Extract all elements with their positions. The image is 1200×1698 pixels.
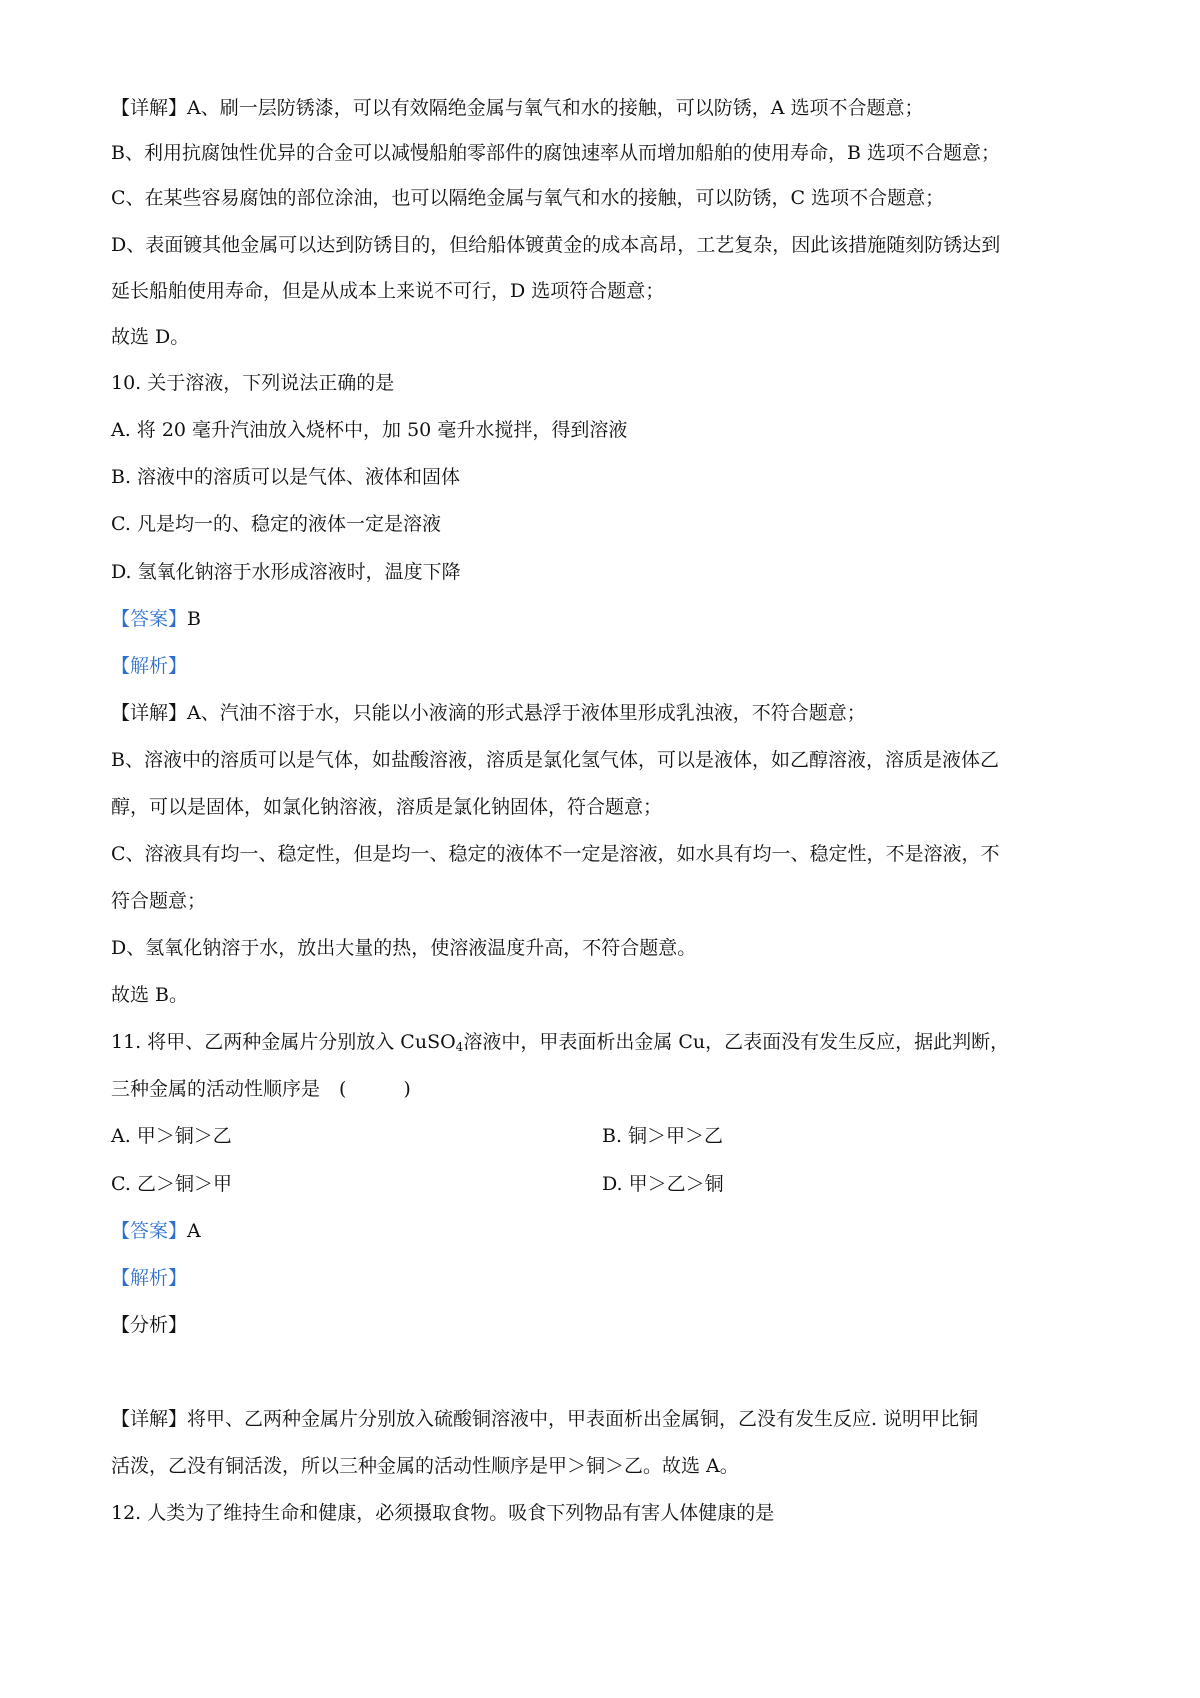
q10-detail-line-5: 符合题意；: [111, 890, 207, 912]
answer-value: B: [187, 608, 201, 630]
q10-answer: [111, 607, 201, 631]
q9-detail-line-1: [111, 96, 924, 120]
q11-analysis-tag: 【解析】: [111, 1267, 188, 1289]
q11-stem-line-2: 三种金属的活动性顺序是 ( ): [111, 1078, 411, 1100]
answer-tag: 【答案】: [111, 608, 188, 630]
q11-stem-part-2: 溶液中，甲表面析出金属 Cu，乙表面没有发生反应，据此判断，: [463, 1031, 1010, 1053]
q9-detail-line-4: D、表面镀其他金属可以达到防锈目的，但给船体镀黄金的成本高昂，工艺复杂，因此该措施随刻防锈达到: [111, 234, 1001, 256]
q10-detail-line-3: 醇，可以是固体，如氯化钠溶液，溶质是氯化钠固体，符合题意；: [111, 796, 663, 818]
q11-option-d: D. 甲＞乙＞铜: [602, 1173, 724, 1195]
q11-stem-part-1: 11. 将甲、乙两种金属片分别放入 CuSO: [111, 1031, 456, 1053]
q11-fenxi-tag: 【分析】: [111, 1314, 188, 1336]
q11-stem-subscript: 4: [455, 1040, 464, 1054]
q11-answer: [111, 1219, 201, 1243]
q12-stem: 12. 人类为了维持生命和健康，必须摄取食物。吸食下列物品有害人体健康的是: [111, 1502, 775, 1524]
answer-tag: 【答案】: [111, 1220, 188, 1242]
q10-option-b: B. 溶液中的溶质可以是气体、液体和固体: [111, 466, 461, 488]
q10-detail-line-1: [111, 701, 866, 725]
q9-detail-line-3: C、在某些容易腐蚀的部位涂油，也可以隔绝金属与氧气和水的接触，可以防锈，C 选项不合题意；: [111, 187, 945, 209]
q11-detail-line-1: [111, 1407, 978, 1431]
q10-option-d: D. 氢氧化钠溶于水形成溶液时，温度下降: [111, 561, 461, 583]
q9-detail-line-2: B、利用抗腐蚀性优异的合金可以减慢船舶零部件的腐蚀速率从而增加船舶的使用寿命，B 选项不合题意；: [111, 142, 1000, 164]
detail-tag: 【详解】: [111, 1408, 188, 1430]
q11-option-c: C. 乙＞铜＞甲: [111, 1173, 232, 1195]
q10-detail-text-1: A、汽油不溶于水，只能以小液滴的形式悬浮于液体里形成乳浊液，不符合题意；: [187, 702, 866, 724]
detail-tag: 【详解】: [111, 97, 188, 119]
q10-option-c: C. 凡是均一的、稳定的液体一定是溶液: [111, 513, 441, 535]
q9-detail-line-5: 延长船舶使用寿命，但是从成本上来说不可行，D 选项符合题意；: [111, 280, 665, 302]
q10-conclusion: 故选 B。: [111, 984, 189, 1006]
q9-detail-text-1: A、刷一层防锈漆，可以有效隔绝金属与氧气和水的接触，可以防锈，A 选项不合题意；: [187, 97, 924, 119]
q11-detail-line-2: 活泼，乙没有铜活泼，所以三种金属的活动性顺序是甲＞铜＞乙。故选 A。: [111, 1455, 739, 1477]
q10-stem: 10. 关于溶液，下列说法正确的是: [111, 372, 395, 394]
answer-value: A: [187, 1220, 201, 1242]
q10-detail-line-2: B、溶液中的溶质可以是气体，如盐酸溶液，溶质是氯化氢气体，可以是液体，如乙醇溶液，溶质是液体乙: [111, 749, 999, 771]
q11-stem-line-1: [111, 1030, 1009, 1054]
q10-detail-line-4: C、溶液具有均一、稳定性，但是均一、稳定的液体不一定是溶液，如水具有均一、稳定性，不是溶液，不: [111, 843, 1000, 865]
q9-conclusion: 故选 D。: [111, 326, 190, 348]
q10-detail-line-6: D、氢氧化钠溶于水，放出大量的热，使溶液温度升高，不符合题意。: [111, 937, 697, 959]
q11-detail-text-1: 将甲、乙两种金属片分别放入硫酸铜溶液中，甲表面析出金属铜，乙没有发生反应. 说明甲比铜: [187, 1408, 979, 1430]
q11-option-b: B. 铜＞甲＞乙: [602, 1125, 724, 1147]
q10-analysis-tag: 【解析】: [111, 655, 188, 677]
detail-tag: 【详解】: [111, 702, 188, 724]
q11-option-a: A. 甲＞铜＞乙: [111, 1125, 232, 1147]
q10-option-a: A. 将 20 毫升汽油放入烧杯中，加 50 毫升水搅拌，得到溶液: [111, 419, 628, 441]
